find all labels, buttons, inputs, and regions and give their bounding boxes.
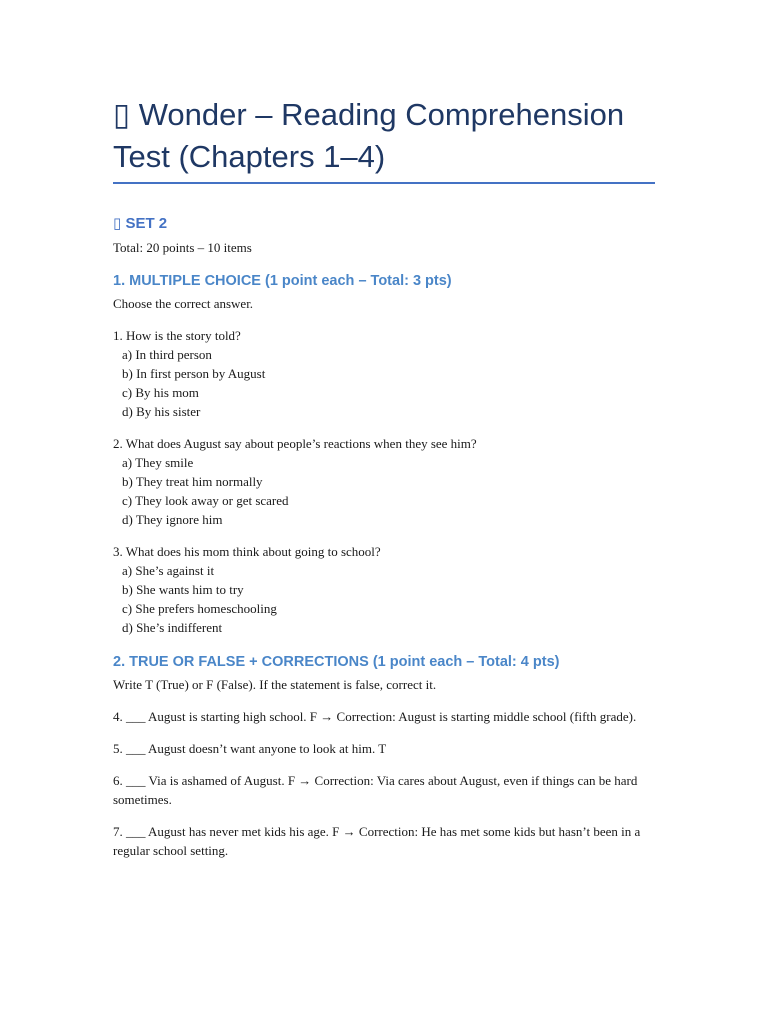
set-label: SET 2 bbox=[125, 215, 168, 232]
question-block bbox=[113, 434, 658, 529]
answer-option: d) By his sister bbox=[122, 404, 201, 419]
title-text: Wonder – Reading Comprehension Test (Chapters 1–4) bbox=[113, 97, 625, 174]
true-false-instruction: Write T (True) or F (False). If the statement is false, correct it. bbox=[113, 677, 437, 692]
title-divider bbox=[113, 182, 655, 184]
question-text: 1. How is the story told? bbox=[113, 328, 241, 343]
true-false-item: 7. ___ August has never met kids his age. F → Correction: He has met some kids but hasn’t been in a regular school setting. bbox=[113, 824, 641, 858]
answer-option: a) She’s against it bbox=[122, 563, 215, 578]
total-points: Total: 20 points – 10 items bbox=[113, 240, 252, 255]
question-block bbox=[113, 542, 658, 637]
true-false-item: 5. ___ August doesn’t want anyone to look at him. T bbox=[113, 741, 387, 756]
question-text: 3. What does his mom think about going to school? bbox=[113, 544, 381, 559]
document-page bbox=[113, 0, 658, 860]
answer-option: b) She wants him to try bbox=[122, 582, 244, 597]
document-title bbox=[113, 0, 658, 178]
true-false-item: 6. ___ Via is ashamed of August. F → Correction: Via cares about August, even if things can be hard sometimes. bbox=[113, 773, 638, 807]
answer-option: a) They smile bbox=[122, 455, 194, 470]
answer-option: b) They treat him normally bbox=[122, 474, 263, 489]
answer-option: c) They look away or get scared bbox=[122, 493, 289, 508]
true-false-item: 4. ___ August is starting high school. F → Correction: August is starting middle school (fifth grade). bbox=[113, 709, 637, 724]
book-icon: ▯ bbox=[113, 97, 131, 132]
answer-option: b) In first person by August bbox=[122, 366, 266, 381]
pin-icon: ▯ bbox=[113, 215, 122, 232]
answer-option: d) She’s indifferent bbox=[122, 620, 223, 635]
multiple-choice-instruction: Choose the correct answer. bbox=[113, 296, 254, 311]
answer-option: d) They ignore him bbox=[122, 512, 223, 527]
multiple-choice-heading: 1. MULTIPLE CHOICE (1 point each – Total: 3 pts) bbox=[113, 273, 452, 289]
set-heading bbox=[113, 214, 658, 234]
question-block bbox=[113, 326, 658, 421]
true-false-heading: 2. TRUE OR FALSE + CORRECTIONS (1 point each – Total: 4 pts) bbox=[113, 654, 560, 670]
answer-option: c) By his mom bbox=[122, 385, 199, 400]
question-text: 2. What does August say about people’s reactions when they see him? bbox=[113, 436, 477, 451]
answer-option: a) In third person bbox=[122, 347, 212, 362]
answer-option: c) She prefers homeschooling bbox=[122, 601, 277, 616]
